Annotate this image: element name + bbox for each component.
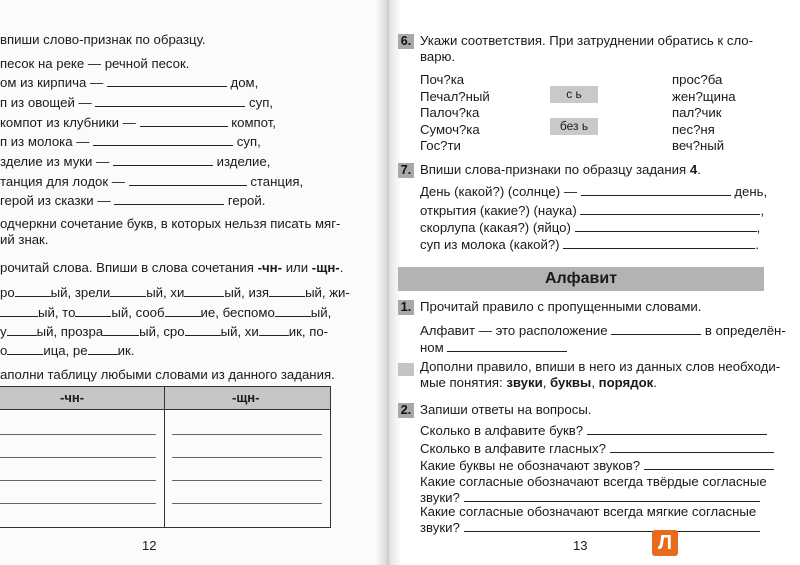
table-line [0,434,156,435]
table-line [0,480,156,481]
match-word-right: жен?щина [672,89,736,104]
task-marker [398,363,414,376]
table-line [172,434,322,435]
task-instruction: рочитай слова. Впиши в слова сочетания -чн- или -щн-. [0,260,344,275]
question: Какие согласные обозначают всегда мягкие согласные [420,504,757,519]
question: Какие согласные обозначают всегда твёрдые согласные [420,474,767,489]
fill-row: п из молока — суп, [0,134,261,149]
task-instruction: варю. [420,49,456,64]
question: Сколько в алфавите гласных? [420,441,774,457]
task-instruction: Впиши слова-признаки по образцу задания 4. [420,162,701,177]
match-word-right: веч?ный [672,138,725,153]
match-word-left: Сумоч?ка [420,122,480,137]
task-number: 7. [398,163,414,178]
task-number: 2. [398,403,414,418]
rule-text: Алфавит — это расположение в определён- [420,323,786,338]
fill-row: суп из молока (какой?) . [420,237,759,252]
task-instruction: одчеркни сочетание букв, в которых нельзя писать мяг- [0,216,341,231]
book-gutter [376,0,400,565]
column-header: -щн- [232,390,260,405]
fill-row: открытия (какие?) (наука) , [420,203,765,218]
match-word-left: Гос?ти [420,138,461,153]
table-header [0,387,330,410]
task-instruction: Запиши ответы на вопросы. [420,402,592,417]
fill-row: ом из кирпича — дом, [0,75,259,90]
word-row: о ица, ре ик. [0,343,135,358]
rule-text: ном [420,340,567,356]
fill-row: герой из сказки — герой. [0,193,266,208]
column-header: -чн- [60,390,85,405]
question: Сколько в алфавите букв? [420,423,767,439]
no-soft-sign-tag: без ь [550,118,598,135]
task-instruction: мые понятия: звуки, буквы, порядок. [420,375,657,390]
example-text: песок на реке — речной песок. [0,56,190,71]
task-number: 1. [398,300,414,315]
left-page [0,0,384,565]
task-number: 6. [398,34,414,49]
match-word-left: Поч?ка [420,72,465,87]
soft-sign-tag: с ь [550,86,598,103]
publisher-logo: Л [652,530,678,556]
word-row: ый, то ый, сооб ие, беспомо ый, [0,305,331,321]
match-word-left: Палоч?ка [420,105,480,120]
answer-table [0,386,331,528]
task-instruction: Прочитай правило с пропущенными словами. [420,299,702,314]
question: Какие буквы не обозначают звуков? [420,458,774,474]
table-line [0,457,156,458]
table-line [172,480,322,481]
table-line [172,503,322,504]
table-line [172,457,322,458]
question: звуки? [420,520,760,536]
table-divider [164,387,165,527]
match-word-left: Печал?ный [420,89,490,104]
fill-row: День (какой?) (солнце) — день, [420,184,768,199]
page-number: 13 [573,538,588,553]
task-instruction: аполни таблицу любыми словами из данного задания. [0,367,335,382]
word-row: ро ый, зрели ый, хи ый, изя ый, жи- [0,285,350,300]
task-instruction: впиши слово-признак по образцу. [0,32,206,47]
question: звуки? [420,490,760,506]
page-number: 12 [142,538,157,553]
match-word-right: прос?ба [672,72,723,87]
fill-row: зделие из муки — изделие, [0,154,271,169]
fill-row: скорлупа (какая?) (яйцо) , [420,220,761,235]
task-instruction: Укажи соответствия. При затруднении обратись к сло- [420,33,754,48]
fill-row: танция для лодок — станция, [0,174,304,189]
table-line [0,503,156,504]
task-instruction: ий знак. [0,232,49,247]
fill-row: компот из клубники — компот, [0,115,276,130]
fill-row: п из овощей — суп, [0,95,274,110]
match-word-right: пес?ня [672,122,715,137]
task-instruction: Дополни правило, впиши в него из данных слов необходи- [420,359,781,374]
word-row: у ый, прозра ый, сро ый, хи ик, по- [0,324,329,339]
match-word-right: пал?чик [672,105,722,120]
section-title: Алфавит [544,270,618,287]
